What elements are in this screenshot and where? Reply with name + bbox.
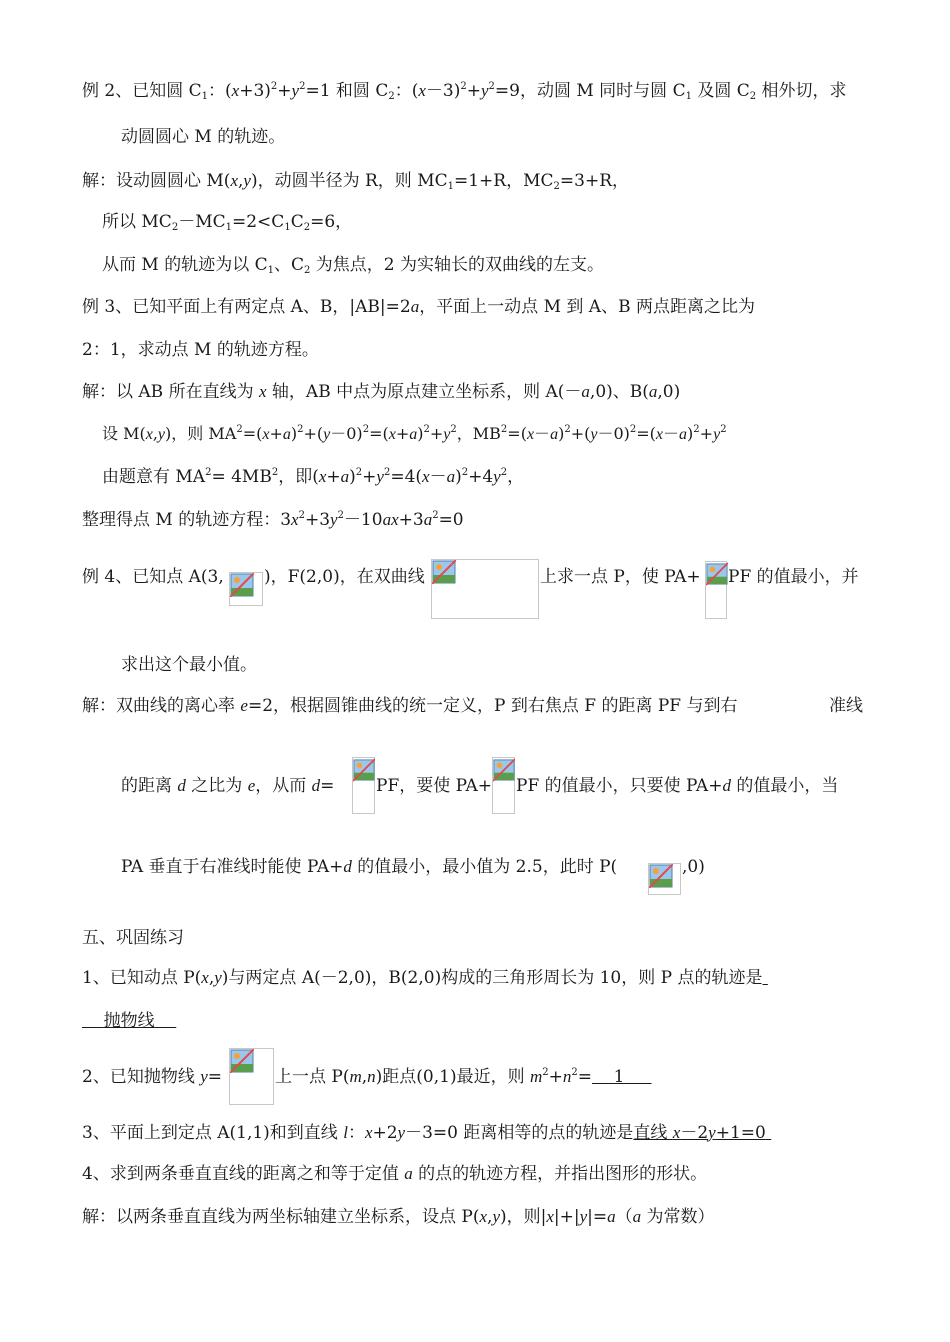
text: ：( — [394, 81, 419, 101]
text: 解：以两条垂直直线为两坐标轴建立坐标系，设点 P( — [82, 1207, 480, 1227]
sup: 2 — [362, 424, 370, 435]
text: )与两定点 A(－2,0)，B(2,0)构成的三角形周长为 10，则 P 点的轨迹是 — [221, 968, 763, 988]
text: + — [269, 424, 283, 443]
sup: 2 — [297, 424, 304, 435]
var: y — [492, 1207, 500, 1226]
sub: 1 — [225, 222, 232, 233]
broken-image-icon — [352, 757, 375, 814]
sub: 2 — [303, 222, 311, 233]
broken-image-icon — [229, 1048, 274, 1105]
text: 解：双曲线的离心率 — [82, 696, 241, 716]
text: 例 4、已知点 A(3, — [82, 567, 224, 587]
text: )，则| — [499, 1207, 547, 1227]
sup: 2 — [460, 81, 467, 92]
example-3-solution-line-1 — [82, 381, 680, 403]
sup: 2 — [337, 510, 344, 521]
example-4-statement-line-2 — [121, 654, 257, 676]
var: a — [581, 382, 590, 401]
text: 例 3、已知平面上有两定点 A、B，|AB|=2 — [82, 297, 411, 317]
text: 五、巩固练习 — [82, 928, 184, 948]
var: x — [672, 1123, 681, 1142]
example-4-solution-line-3 — [121, 856, 617, 878]
text: 的点的轨迹方程，并指出图形的形状。 — [412, 1164, 708, 1184]
var: d — [722, 776, 731, 795]
var: y — [214, 968, 222, 987]
text: ) — [349, 467, 356, 487]
text: 上求一点 P，使 PA+ — [540, 567, 701, 587]
sub: 2 — [171, 222, 179, 233]
text: 为常数） — [641, 1207, 715, 1227]
text: 2、已知抛物线 — [82, 1067, 201, 1087]
text: 3、平面上到定点 A(1,1)和到直线 — [82, 1123, 344, 1143]
sup: 2 — [383, 467, 391, 478]
text: － — [429, 467, 447, 487]
var: y — [330, 510, 338, 529]
text: －3) — [425, 81, 461, 101]
text: =( — [369, 424, 389, 443]
example-3-result — [82, 509, 464, 531]
var: a — [404, 1164, 413, 1183]
var: y — [157, 426, 166, 443]
text: ) — [558, 424, 565, 443]
var: x — [546, 1207, 554, 1226]
text: C — [290, 212, 304, 232]
text: ，平面上一动点 M 到 A、B 两点距离之比为 — [419, 297, 755, 317]
text: ) — [290, 424, 298, 443]
example-4-solution-line-1-end — [829, 695, 863, 717]
var: x — [655, 426, 664, 443]
var: x — [262, 426, 270, 443]
text: 、C — [274, 255, 305, 275]
text: ， — [507, 467, 525, 487]
sup: 2 — [461, 467, 469, 478]
text: + — [362, 467, 377, 487]
text: －3=0 距离相等的点的轨迹是 — [405, 1123, 634, 1143]
example-3-solution-line-3 — [102, 466, 524, 488]
example-4-statement-line-1c — [540, 566, 701, 588]
sub: 1 — [284, 222, 291, 233]
var: m — [530, 1067, 543, 1086]
broken-image-icon — [492, 757, 515, 814]
text: |= — [587, 1207, 608, 1227]
text: ) — [417, 424, 424, 443]
text: =1+R，MC — [453, 171, 554, 191]
var: y — [376, 467, 384, 486]
broken-image-icon — [705, 561, 727, 619]
exercise-2-line-a — [82, 1066, 222, 1088]
sub: 1 — [685, 91, 692, 102]
text: 求出这个最小值。 — [121, 655, 257, 675]
text: ) — [455, 467, 462, 487]
sup: 2 — [205, 467, 212, 478]
text: 由题意有 MA — [102, 467, 206, 487]
var: x — [422, 467, 430, 486]
sup: 2 — [450, 424, 457, 435]
var: ax — [382, 510, 399, 529]
text: , — [152, 424, 158, 443]
var: y — [480, 81, 489, 100]
text: 抛物线 — [103, 1011, 155, 1031]
var: a — [607, 1207, 616, 1226]
broken-image-icon — [229, 572, 263, 606]
sup: 2 — [542, 1067, 549, 1078]
text: 整理得点 M 的轨迹方程：3 — [82, 510, 292, 530]
var: x — [526, 426, 535, 443]
answer — [633, 1123, 771, 1143]
sup: 2 — [629, 424, 637, 435]
text: =( — [242, 424, 263, 443]
var: y — [200, 1067, 208, 1086]
blank — [762, 968, 767, 988]
var: y — [397, 1123, 406, 1142]
text: 轴，AB 中点为原点建立坐标系，则 A(－ — [266, 382, 582, 402]
text: －MC — [178, 212, 226, 232]
text: 从而 M 的轨迹为以 C — [102, 255, 268, 275]
text: ,0) — [682, 857, 705, 877]
text: － — [534, 424, 551, 443]
text: PF 的值最小，只要使 PA+ — [516, 776, 723, 796]
sub: 2 — [749, 91, 757, 102]
text: 直线 — [633, 1123, 673, 1143]
var: y — [590, 426, 598, 443]
example-4-solution-line-2b — [376, 775, 492, 797]
text: , — [238, 171, 244, 191]
var: y — [243, 171, 251, 190]
text: =4( — [390, 467, 423, 487]
sup: 2 — [500, 424, 508, 435]
var: x — [291, 510, 299, 529]
text: =2<C — [232, 212, 285, 232]
var: x — [318, 467, 327, 486]
text: , — [208, 968, 215, 988]
text: ，即( — [278, 467, 319, 487]
var: e — [240, 696, 248, 715]
example-2-solution-line-3 — [102, 254, 604, 276]
var: x — [418, 81, 426, 100]
var: y — [708, 1123, 716, 1142]
var: n — [367, 1067, 376, 1086]
text: + — [277, 81, 292, 101]
text: +3 — [304, 510, 331, 530]
var: a — [423, 510, 433, 529]
var: y — [493, 467, 501, 486]
exercise-1-line-1 — [82, 967, 768, 989]
var: e — [247, 776, 256, 795]
text: + — [699, 424, 714, 443]
text: －2 — [680, 1123, 709, 1143]
text: 所以 MC — [102, 212, 172, 232]
text: PF 的值最小，并 — [728, 567, 859, 587]
example-3-statement-line-1 — [82, 296, 755, 318]
example-4-solution-line-3b — [682, 856, 705, 878]
exercise-2-line-b — [275, 1066, 652, 1088]
text: +2 — [372, 1123, 398, 1143]
text: =9，动圆 M 同时与圆 C — [494, 81, 686, 101]
text: +1=0 — [715, 1123, 766, 1143]
sup: 2 — [432, 510, 439, 521]
example-3-solution-line-2 — [102, 423, 727, 446]
section-heading — [82, 927, 184, 949]
var: x — [258, 382, 267, 401]
example-2-solution-line-2 — [102, 211, 352, 233]
text: （ — [615, 1207, 633, 1227]
text: =2，根据圆锥曲线的统一定义，P 到右焦点 F 的距离 PF 与到右 — [247, 696, 738, 716]
text: 的值最小，当 — [730, 776, 839, 796]
text: + — [326, 467, 341, 487]
text: 解：以 AB 所在直线为 — [82, 382, 259, 402]
var: y — [579, 1207, 588, 1226]
sup: 2 — [693, 424, 700, 435]
text: 之比为 — [185, 776, 248, 796]
sup: 2 — [720, 424, 727, 435]
var: x — [201, 968, 209, 987]
text: PA 垂直于右准线时能使 PA+ — [121, 857, 344, 877]
text: = 4MB — [211, 467, 272, 487]
text: 1、已知动点 P( — [82, 968, 202, 988]
text: = — [577, 1067, 593, 1087]
sub: 2 — [388, 91, 395, 102]
text: = — [320, 776, 335, 796]
exercise-3 — [82, 1122, 771, 1144]
text: 解：设动圆圆心 M( — [82, 171, 231, 191]
text: + — [548, 1067, 563, 1087]
text: =1 和圆 C — [305, 81, 389, 101]
text: )距点(0,1)最近，则 — [375, 1067, 531, 1087]
exercise-1-answer — [82, 1010, 176, 1032]
text: ：( — [208, 81, 232, 101]
broken-image-icon — [648, 863, 681, 895]
sup: 2 — [423, 424, 430, 435]
text: 2：1，求动点 M 的轨迹方程。 — [82, 340, 319, 360]
text: PF，要使 PA+ — [376, 776, 493, 796]
text: 的距离 — [121, 776, 178, 796]
text: = — [207, 1067, 223, 1087]
text: ,0)、B( — [589, 382, 649, 402]
example-4-statement-line-1 — [82, 566, 224, 588]
text: 设 M( — [102, 424, 146, 443]
text: =( — [507, 424, 527, 443]
var: a — [340, 467, 350, 486]
example-4-solution-line-1 — [82, 695, 738, 717]
example-3-statement-line-2 — [82, 339, 319, 361]
text: +3) — [239, 81, 271, 101]
example-4-solution-line-2c — [516, 775, 838, 797]
var: a — [679, 426, 688, 443]
var: x — [479, 1207, 488, 1226]
broken-image-icon — [431, 559, 539, 619]
var: y — [443, 426, 451, 443]
sup: 2 — [236, 424, 243, 435]
example-4-statement-line-1d — [728, 566, 859, 588]
text: 为焦点，2 为实轴长的双曲线的左支。 — [310, 255, 605, 275]
var: a — [648, 382, 658, 401]
var: a — [632, 1207, 642, 1226]
sup: 2 — [271, 467, 279, 478]
text: －0) — [597, 424, 630, 443]
var: d — [177, 776, 186, 795]
sub: 1 — [267, 265, 275, 276]
text: +3 — [398, 510, 424, 530]
text: )，F(2,0)，在双曲线 — [264, 567, 425, 587]
var: a — [550, 426, 559, 443]
text: , — [361, 1067, 368, 1087]
sup: 2 — [500, 467, 508, 478]
var: x — [230, 171, 238, 190]
answer — [82, 1011, 176, 1031]
sub: 1 — [447, 181, 454, 192]
text: ) — [687, 424, 694, 443]
sup: 2 — [270, 81, 278, 92]
sup: 2 — [564, 424, 571, 435]
var: d — [343, 857, 352, 876]
var: n — [562, 1067, 572, 1086]
text: |+| — [553, 1207, 580, 1227]
text: + — [466, 81, 481, 101]
text: 上一点 P( — [275, 1067, 350, 1087]
text: +( — [570, 424, 591, 443]
var: l — [343, 1123, 348, 1142]
var: x — [364, 1123, 373, 1142]
sub: 1 — [201, 91, 209, 102]
text: 例 2、已知圆 C — [82, 81, 202, 101]
example-4-solution-line-2a — [121, 775, 334, 797]
var: a — [282, 426, 291, 443]
sub: 2 — [304, 265, 311, 276]
text: 1 — [613, 1067, 625, 1087]
text: + — [395, 424, 410, 443]
example-2-statement-line-1 — [82, 80, 847, 102]
text: +( — [303, 424, 324, 443]
text: =3+R， — [559, 171, 629, 191]
text: 准线 — [829, 696, 863, 716]
sup: 2 — [488, 81, 495, 92]
text: ,0) — [657, 382, 681, 402]
text: 4、求到两条垂直直线的距离之和等于定值 — [82, 1164, 405, 1184]
example-2-statement-line-2 — [121, 126, 285, 148]
text: + — [429, 424, 444, 443]
text: =6， — [310, 212, 353, 232]
text: 相外切，求 — [756, 81, 847, 101]
text: －0) — [330, 424, 363, 443]
text: )，则 MA — [165, 424, 237, 443]
text: 动圆圆心 M 的轨迹。 — [121, 127, 286, 147]
text: =( — [636, 424, 656, 443]
text: =0 — [438, 510, 464, 530]
sup: 2 — [299, 81, 306, 92]
var: a — [446, 467, 456, 486]
var: x — [231, 81, 240, 100]
text: － — [663, 424, 680, 443]
var: m — [349, 1067, 362, 1086]
text: 及圆 C — [691, 81, 750, 101]
var: y — [323, 426, 331, 443]
text: +4 — [468, 467, 494, 487]
var: a — [409, 426, 418, 443]
var: x — [145, 426, 153, 443]
var: x — [388, 426, 396, 443]
sup: 2 — [298, 510, 305, 521]
sub: 2 — [553, 181, 560, 192]
text: －10 — [343, 510, 383, 530]
example-4-statement-line-1b — [264, 566, 425, 588]
text: , — [487, 1207, 493, 1227]
sup: 2 — [355, 467, 363, 478]
var: y — [291, 81, 300, 100]
var: y — [713, 426, 721, 443]
var: a — [410, 297, 420, 316]
exercise-4-solution — [82, 1206, 715, 1228]
text: 的值最小，最小值为 2.5，此时 P( — [351, 857, 618, 877]
example-2-solution-line-1 — [82, 170, 629, 192]
text: )，动圆半径为 R，则 MC — [250, 171, 448, 191]
exercise-4 — [82, 1163, 707, 1185]
var: d — [311, 776, 321, 795]
answer — [592, 1067, 651, 1087]
sup: 2 — [571, 1067, 578, 1078]
text: ： — [347, 1123, 365, 1143]
text: ，MB — [456, 424, 501, 443]
text: ，从而 — [255, 776, 312, 796]
